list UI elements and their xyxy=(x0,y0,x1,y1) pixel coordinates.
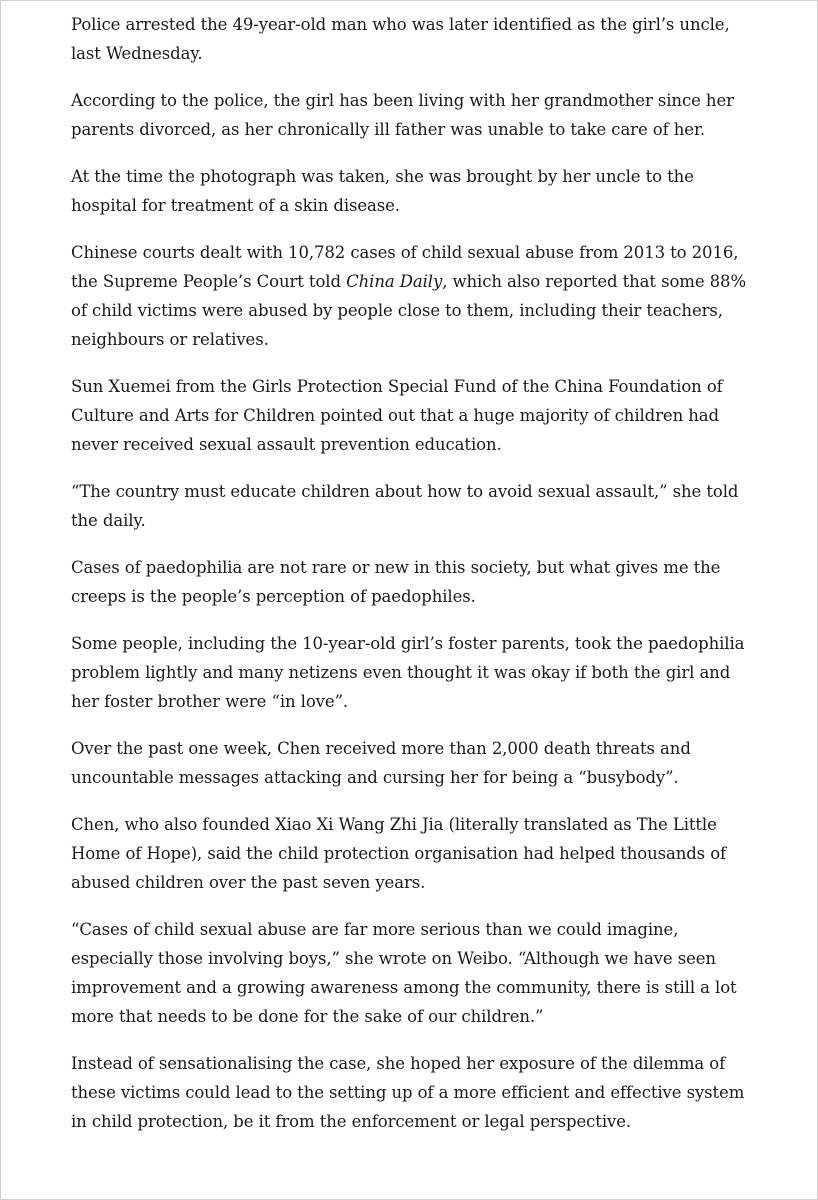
publication-name: China Daily xyxy=(346,272,443,291)
paragraph-7: Cases of paedophilia are not rare or new in this society, but what gives me the creeps is the people’s perception of paedophiles. xyxy=(71,558,721,606)
paragraph-4 xyxy=(71,238,751,354)
paragraph-9: Over the past one week, Chen received more than 2,000 death threats and uncountable messages attacking and cursing her for being a “busybody”. xyxy=(71,739,691,787)
paragraph-1: Police arrested the 49-year-old man who was later identified as the girl’s uncle, last Wednesday. xyxy=(71,15,730,63)
paragraph-4-text-before: Chinese courts dealt with 10,782 cases of child sexual abuse from 2013 to 2016, the Supreme People’s Court told xyxy=(71,243,739,291)
paragraph-3: At the time the photograph was taken, she was brought by her uncle to the hospital for treatment of a skin disease. xyxy=(71,167,694,215)
paragraph-2: According to the police, the girl has been living with her grandmother since her parents divorced, as her chronically ill father was unable to take care of her. xyxy=(71,91,734,139)
paragraph-4-text-after: , which also reported that some 88% of child victims were abused by people close to them, including their teachers, neighbours or relatives. xyxy=(71,272,747,349)
paragraph-6: “The country must educate children about how to avoid sexual assault,” she told the daily. xyxy=(71,482,739,530)
paragraph-11: “Cases of child sexual abuse are far more serious than we could imagine, especially those involving boys,” she wrote on Weibo. “Although we have seen improvement and a growing awareness among the community, there is still a lot more that needs to be done for the sake of our children.” xyxy=(71,920,737,1026)
paragraph-5: Sun Xuemei from the Girls Protection Special Fund of the China Foundation of Culture and Arts for Children pointed out that a huge majority of children had never received sexual assault prevention education. xyxy=(71,377,723,454)
paragraph-8: Some people, including the 10-year-old girl’s foster parents, took the paedophilia problem lightly and many netizens even thought it was okay if both the girl and her foster brother were “in love”. xyxy=(71,634,745,711)
paragraph-12: Instead of sensationalising the case, she hoped her exposure of the dilemma of these victims could lead to the setting up of a more efficient and effective system in child protection, be it from the enforcement or legal perspective. xyxy=(71,1054,745,1131)
article-body xyxy=(71,10,751,1154)
paragraph-10: Chen, who also founded Xiao Xi Wang Zhi Jia (literally translated as The Little Home of Hope), said the child protection organisation had helped thousands of abused children over the past seven years. xyxy=(71,815,727,892)
